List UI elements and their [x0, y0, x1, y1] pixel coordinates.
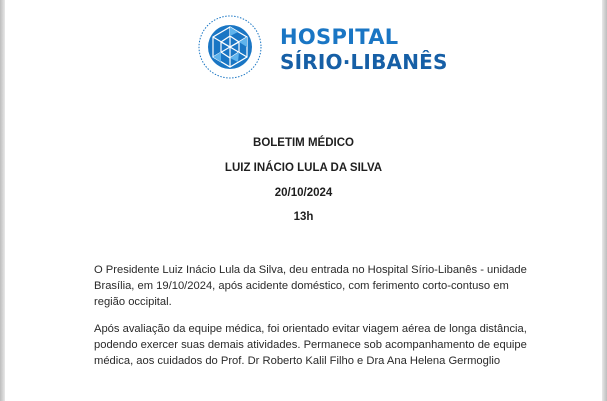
hospital-name-line2: SÍRIO·LIBANÊS [280, 50, 448, 74]
hospital-name-line1: HOSPITAL [280, 25, 399, 49]
hospital-logo [197, 14, 448, 80]
paragraph-line: O Presidente Luiz Inácio Lula da Silva, deu entrada no Hospital Sírio-Libanês - unidade [94, 264, 527, 276]
viewer-right-border [602, 0, 607, 401]
paragraph-line: Brasília, em 19/10/2024, após acidente doméstico, com ferimento corto-contuso em [94, 280, 509, 292]
paragraph-line: podendo exercer suas demais atividades. Permanece sob acompanhamento de equipe [94, 339, 527, 351]
paragraph-line: região occipital. [94, 296, 172, 308]
paragraph-line: médica, aos cuidados do Prof. Dr Roberto Kalil Filho e Dra Ana Helena Germoglio [94, 355, 501, 367]
bulletin-title: BOLETIM MÉDICO [253, 137, 354, 149]
paragraph-line: Após avaliação da equipe médica, foi orientado evitar viagem aérea de longa distância, [94, 323, 527, 335]
paragraph-evaluation [94, 321, 534, 369]
paragraph-admission [94, 262, 534, 310]
viewer-left-border [0, 0, 5, 401]
patient-name: LUIZ INÁCIO LULA DA SILVA [224, 162, 383, 174]
hospital-emblem-icon [197, 14, 263, 80]
bulletin-time: 13h [293, 211, 314, 223]
bulletin-date: 20/10/2024 [274, 187, 333, 199]
